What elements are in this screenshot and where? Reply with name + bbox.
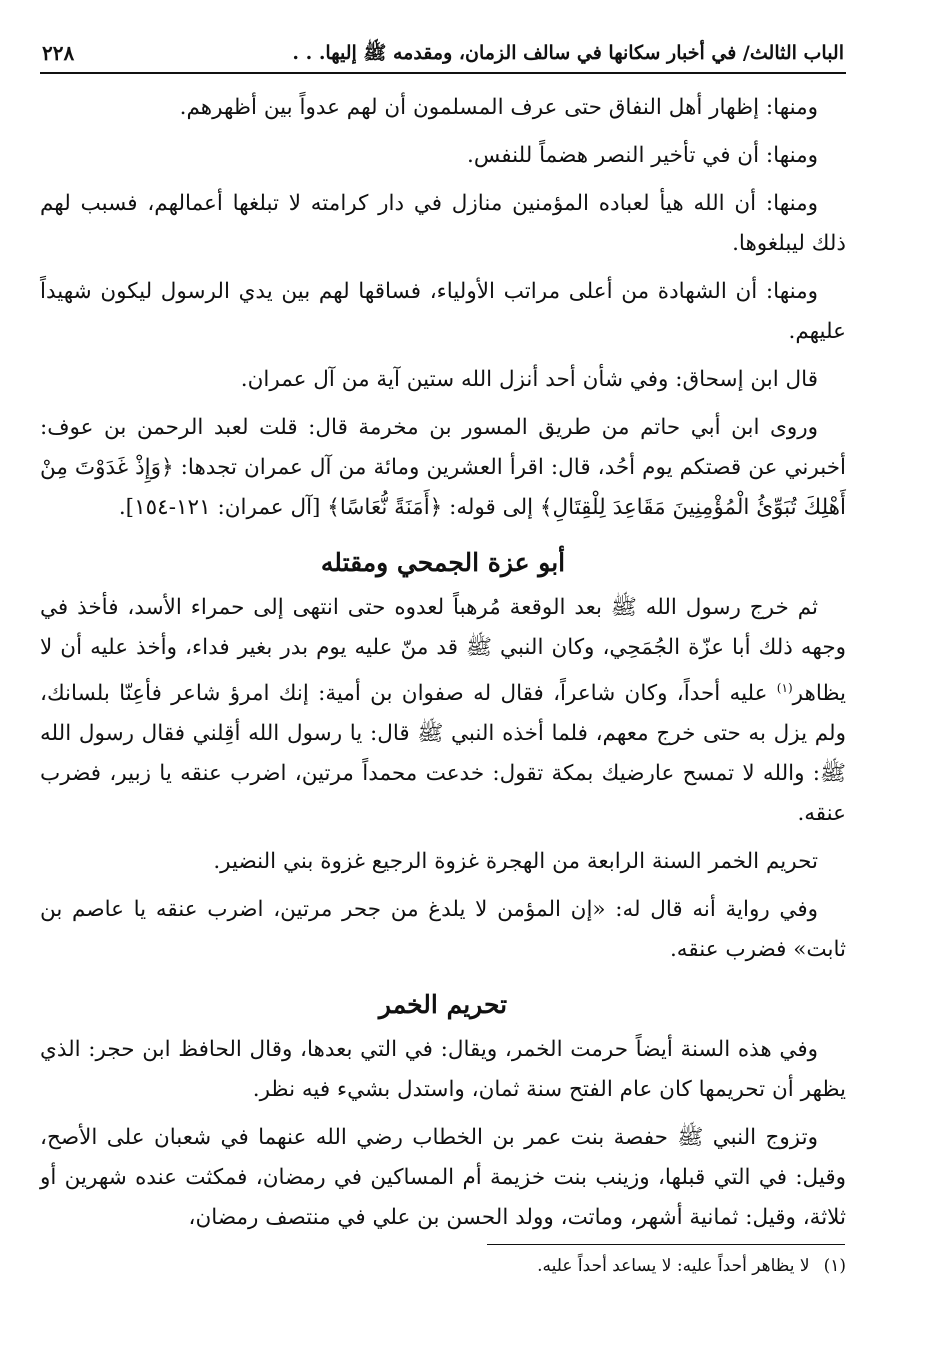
paragraph: تحريم الخمر السنة الرابعة من الهجرة غزوة الرجيع غزوة بني النضير. — [213, 849, 818, 875]
section-heading: أبو عزة الجمحي ومقتله — [320, 548, 566, 577]
paragraph: وفي هذه السنة أيضاً حرمت الخمر، ويقال: في التي بعدها، وقال الحافظ ابن حجر: الذي يظهر أن تحريمها كان عام الفتح سنة ثمان، واستدل بشيء فيه نظر. — [40, 1037, 846, 1103]
header-rule — [40, 72, 846, 74]
page-number: ٢٢٨ — [42, 41, 75, 65]
footnote-rule — [487, 1244, 845, 1245]
footnote-reference[interactable]: (١) — [776, 681, 793, 695]
footnote — [300, 1254, 846, 1278]
paragraph: ومنها: أن الشهادة من أعلى مراتب الأولياء، فساقها لهم بين يدي الرسول ليكون شهيداً عليهم. — [40, 279, 846, 344]
paragraph-text: ثم خرج رسول الله ﷺ بعد الوقعة مُرهباً لعدوه حتى انتهى إلى حمراء الأسد، فأخذ في وجهه ذلك أبا عزّة الجُمَحِي، وكان النبي ﷺ قد منّ عليه يوم بدر بغير فداء، وأخذ عليه أن لا يظاهر — [40, 595, 846, 707]
section-heading: تحريم الخمر — [378, 990, 508, 1020]
page-body — [40, 88, 846, 1238]
footnote-number: (١) — [823, 1256, 846, 1276]
paragraph: وتزوج النبي ﷺ حفصة بنت عمر بن الخطاب رضي الله عنهما في شعبان على الأصح، وقيل: في التي قبلها، وزينب بنت خزيمة أم المساكين في رمضان، فمكثت عنده شهرين أو ثلاثة، وقيل: ثمانية أشهر، وماتت، وولد الحسن بن علي في منتصف رمضان، — [40, 1125, 846, 1231]
paragraph: ومنها: إظهار أهل النفاق حتى عرف المسلمون أن لهم عدواً بين أظهرهم. — [179, 95, 818, 120]
running-header — [40, 40, 846, 70]
page — [40, 40, 846, 1246]
paragraph: وفي رواية أنه قال له: «إن المؤمن لا يلدغ من جحر مرتين، اضرب عنقه يا عاصم بن ثابت» فضرب عنقه. — [40, 897, 846, 963]
paragraph: ومنها: أن الله هيأ لعباده المؤمنين منازل في دار كرامته لا تبلغها أعمالهم، فسبب لهم ذلك ليبلغوها. — [40, 191, 846, 256]
paragraph: وروى ابن أبي حاتم من طريق المسور بن مخرمة قال: قلت لعبد الرحمن بن عوف: أخبرني عن قصتكم يوم أحُد، قال: اقرأ العشرين ومائة من آل عمران تجدها: ﴿وَإِذْ غَدَوْتَ مِنْ أَهْلِكَ تُبَوِّئُ الْمُؤْمِنِينَ مَقَاعِدَ لِلْقِتَالِ﴾ إلى قوله: ﴿أَمَنَةً نُّعَاسًا﴾ [آل عمران: ١٢١-١٥٤]. — [40, 415, 846, 520]
chapter-title: الباب الثالث/ في أخبار سكانها في سالف الزمان، ومقدمه ﷺ إليها. . . — [292, 42, 844, 64]
paragraph-text: عليه أحداً، وكان شاعراً، فقال له صفوان بن أمية: إنك امرؤ شاعر فأعِنّا بلسانك، ولم يزل به حتى خرج معهم، فلما أخذه النبي ﷺ قال: يا رسول الله أقِلني فقال رسول الله ﷺ: والله لا تمسح عارضيك بمكة تقول: خدعت محمداً مرتين، اضرب عنقه يا زبير، فضرب عنقه. — [40, 681, 846, 827]
paragraph: ومنها: أن في تأخير النصر هضماً للنفس. — [467, 143, 818, 168]
paragraph: قال ابن إسحاق: وفي شأن أحد أنزل الله ستين آية من آل عمران. — [240, 367, 818, 392]
paragraph — [40, 588, 846, 834]
footnote-text: لا يظاهر أحداً عليه: لا يساعد أحداً عليه. — [537, 1256, 810, 1276]
